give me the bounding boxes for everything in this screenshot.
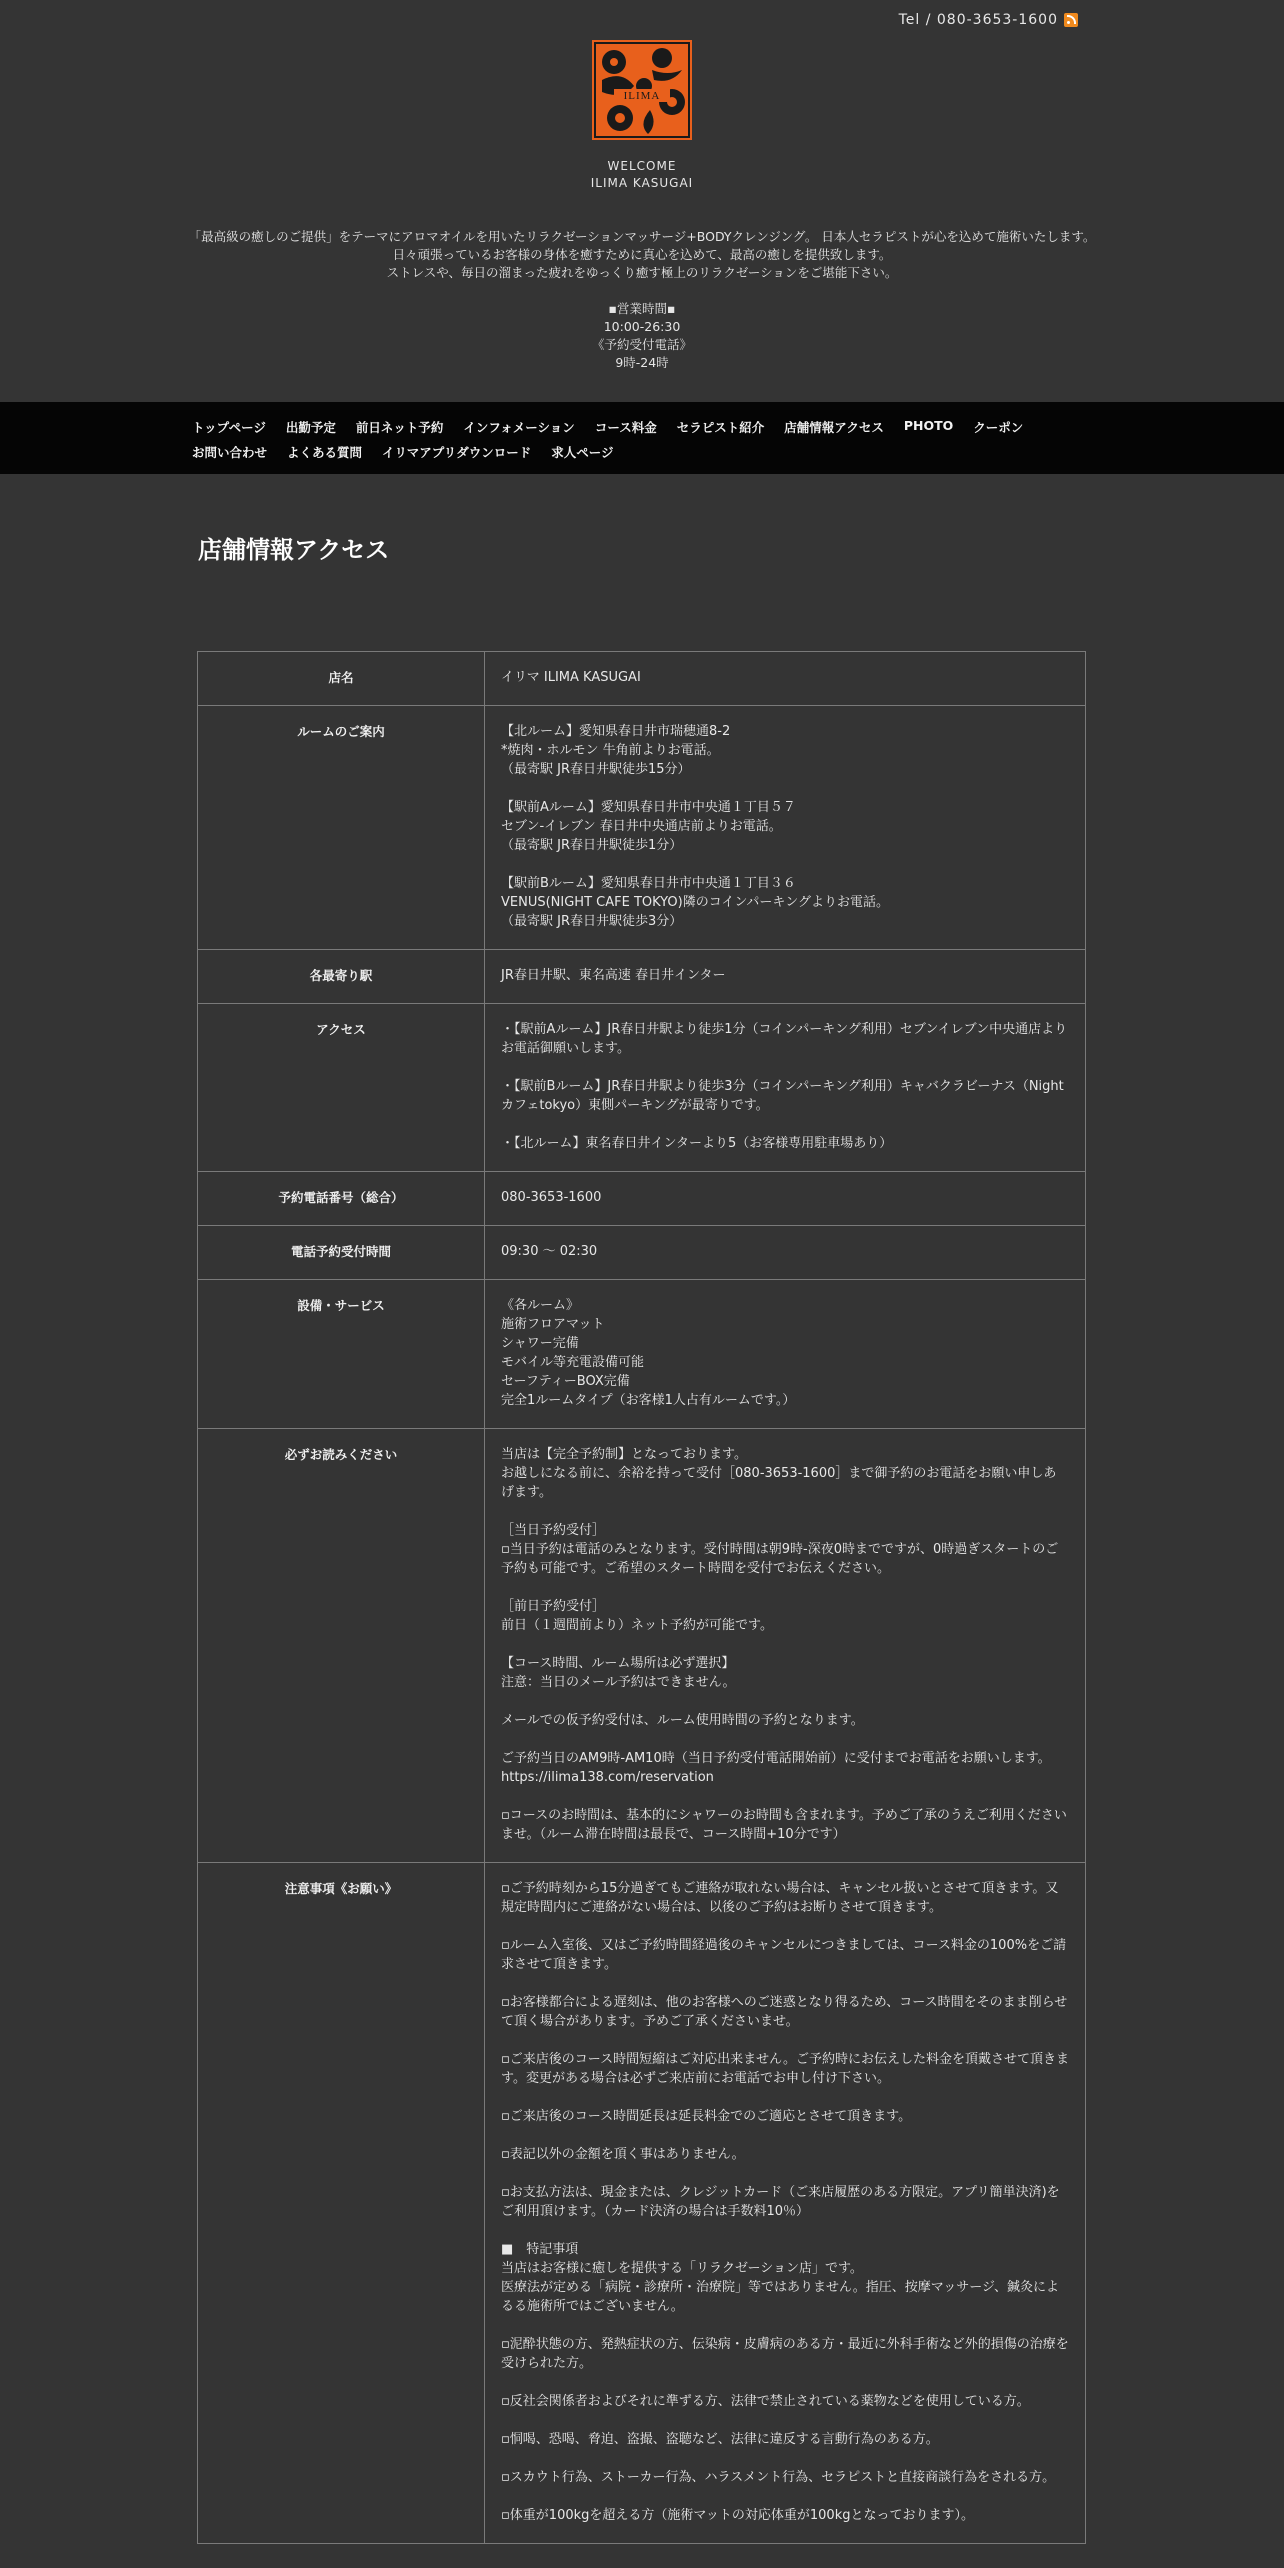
nav-item-photo[interactable]: PHOTO <box>903 418 954 433</box>
row-value: ▫ご予約時刻から15分過ぎてもご連絡が取れない場合は、キャンセル扱いとさせて頂きます。又規定時間内にご連絡がない場合は、以後のご予約はお断りさせて頂きます。 ▫ルーム入室後、又はご予約時間経過後のキャンセルにつきましては、コース料金の100%をご請求させて頂きます。 ▫お客様都合による遅刻は、他のお客様へのご迷惑となり得るため、コース時間をそのまま削らせて頂く場合があります。予めご了承くださいませ。 ▫ご来店後のコース時間短縮はご対応出来ません。ご予約時にお伝えした料金を頂戴させて頂きます。変更がある場合は必ずご来店前にお電話でお申し付け下さい。 ▫ご来店後のコース時間延長は延長料金でのご適応とさせて頂きます。 ▫表記以外の金額を頂く事はありません。 ▫お支払方法は、現金または、クレジットカード（ご来店履歴のある方限定。アプリ簡単決済)をご利用頂けます。（カード決済の場合は手数料10％） ■ 特記事項 当店はお客様に癒しを提供する「リラクゼーション店」です。 医療法が定める「病院・診療所・治療院」等ではありません。指圧、按摩マッサージ、鍼灸によるる施術所ではございません。 ▫泥酔状態の方、発熱症状の方、伝染病・皮膚病のある方・最近に外科手術など外的損傷の治療を受けられた方。 ▫反社会関係者およびそれに準ずる方、法律で禁止されている薬物などを使用している方。 ▫恫喝、恐喝、脅迫、盗撮、盗聴など、法律に違反する言動行為のある方。 ▫スカウト行為、ストーカー行為、ハラスメント行為、セラピストと直接商談行為をされる方。 ▫体重が100kgを超える方（施術マットの対応体重が100kgとなっております）。 <box>485 1863 1086 2544</box>
row-label: 店名 <box>198 652 485 706</box>
table-row <box>198 706 1086 950</box>
table-row <box>198 652 1086 706</box>
row-label: 予約電話番号（総合） <box>198 1172 485 1226</box>
table-row <box>198 950 1086 1004</box>
intro-text <box>0 228 1284 282</box>
row-label: 注意事項《お願い》 <box>198 1863 485 2544</box>
row-label: 電話予約受付時間 <box>198 1226 485 1280</box>
table-row <box>198 1863 1086 2544</box>
nav-item-schedule[interactable]: 出勤予定 <box>285 420 336 435</box>
row-label: 必ずお読みください <box>198 1429 485 1863</box>
row-label: ルームのご案内 <box>198 706 485 950</box>
table-row <box>198 1172 1086 1226</box>
tel-text: Tel / 080-3653-1600 <box>898 12 1058 28</box>
row-label: 設備・サービス <box>198 1280 485 1429</box>
nav-row <box>192 443 634 461</box>
hours-line: ▪営業時間▪ <box>608 301 676 316</box>
main-nav <box>0 402 1284 474</box>
table-row <box>198 1004 1086 1172</box>
row-value: 当店は【完全予約制】となっております。 お越しになる前に、余裕を持って受付［080-3653-1600］まで御予約のお電話をお願い申しあげます。 ［当日予約受付］ ▫当日予約は電話のみとなります。受付時間は朝9時-深夜0時までですが、0時過ぎスタートのご予約も可能です。ご希望のスタート時間を受付でお伝えください。 ［前日予約受付］ 前日（１週間前より）ネット予約が可能です。 【コース時間、ルーム場所は必ず選択】 注意：当日のメール予約はできません。 メールでの仮予約受付は、ルーム使用時間の予約となります。 ご予約当日のAM9時-AM10時（当日予約受付電話開始前）に受付までお電話をお願いします。 https://ilima138.com/reservation ▫コースのお時間は、基本的にシャワーのお時間も含まれます。予めご了承のうえご利用くださいませ。（ルーム滞在時間は最長で、コース時間+10分です） <box>485 1429 1086 1863</box>
row-label: 各最寄り駅 <box>198 950 485 1004</box>
intro-line: ストレスや、毎日の溜まった疲れをゆっくり癒す極上のリラクゼーションをご堪能下さい。 <box>386 265 898 280</box>
row-label: アクセス <box>198 1004 485 1172</box>
nav-item-coupon[interactable]: クーポン <box>973 420 1024 435</box>
logo-text: ILIMA <box>623 90 661 102</box>
nav-item-recruit[interactable]: 求人ページ <box>551 445 614 460</box>
header-tel <box>899 12 1078 28</box>
row-value: 080-3653-1600 <box>485 1172 1086 1226</box>
shop-info-table <box>197 651 1086 2544</box>
business-hours <box>0 300 1284 372</box>
hours-line: 10:00-26:30 <box>603 319 681 334</box>
page-title: 店舗情報アクセス <box>198 536 390 564</box>
nav-item-therapists[interactable]: セラピスト紹介 <box>676 420 765 435</box>
hours-line: 《予約受付電話》 <box>591 337 692 352</box>
welcome-block <box>0 158 1284 192</box>
nav-item-access[interactable]: 店舗情報アクセス <box>784 420 884 435</box>
table-row <box>198 1280 1086 1429</box>
welcome-text: WELCOME <box>607 159 677 173</box>
table-row <box>198 1226 1086 1280</box>
nav-item-contact[interactable]: お問い合わせ <box>192 445 268 460</box>
row-value: 《各ルーム》 施術フロアマット シャワー完備 モバイル等充電設備可能 セーフティーBOX完備 完全1ルームタイプ（お客様1人占有ルームです。） <box>485 1280 1086 1429</box>
logo[interactable] <box>592 40 692 140</box>
row-value: 09:30 ～ 02:30 <box>485 1226 1086 1280</box>
nav-row <box>192 418 1043 436</box>
row-value: イリマ ILIMA KASUGAI <box>485 652 1086 706</box>
nav-item-top[interactable]: トップページ <box>192 420 266 435</box>
nav-item-net-reservation[interactable]: 前日ネット予約 <box>355 420 444 435</box>
hours-line: 9時-24時 <box>615 355 669 370</box>
intro-line: 日々頑張っているお客様の身体を癒すために真心を込めて、最高の癒しを提供致します。 <box>392 247 892 262</box>
nav-item-course-price[interactable]: コース料金 <box>594 420 657 435</box>
row-value: ・【駅前Aルーム】JR春日井駅より徒歩1分（コインパーキング利用）セブンイレブン中央通店よりお電話御願いします。 ・【駅前Bルーム】JR春日井駅より徒歩3分（コインパーキング利用）キャバクラビーナス（Nightカフェtokyo）東側パーキングが最寄りです。 ・【北ルーム】東名春日井インターより5（お客様専用駐車場あり） <box>485 1004 1086 1172</box>
rss-icon[interactable] <box>1064 13 1078 27</box>
table-row <box>198 1429 1086 1863</box>
shop-name: ILIMA KASUGAI <box>590 176 694 190</box>
row-value: 【北ルーム】愛知県春日井市瑞穂通8-2 *焼肉・ホルモン 牛角前よりお電話。 （最寄駅 JR春日井駅徒歩15分） 【駅前Aルーム】愛知県春日井市中央通１丁目５７ セブン-イレブン 春日井中央通店前よりお電話。 （最寄駅 JR春日井駅徒歩1分） 【駅前Bルーム】愛知県春日井市中央通１丁目３６ VENUS(NIGHT CAFE TOKYO)隣のコインパーキングよりお電話。 （最寄駅 JR春日井駅徒歩3分） <box>485 706 1086 950</box>
nav-item-app-download[interactable]: イリマアプリダウンロード <box>382 445 532 460</box>
intro-line: 「最高級の癒しのご提供」をテーマにアロマオイルを用いたリラクゼーションマッサージ+BODYクレンジング。 日本人セラピストが心を込めて施術いたします。 <box>188 229 1096 244</box>
nav-item-information[interactable]: インフォメーション <box>463 420 575 435</box>
nav-item-faq[interactable]: よくある質問 <box>287 445 363 460</box>
row-value: JR春日井駅、東名高速 春日井インター <box>485 950 1086 1004</box>
